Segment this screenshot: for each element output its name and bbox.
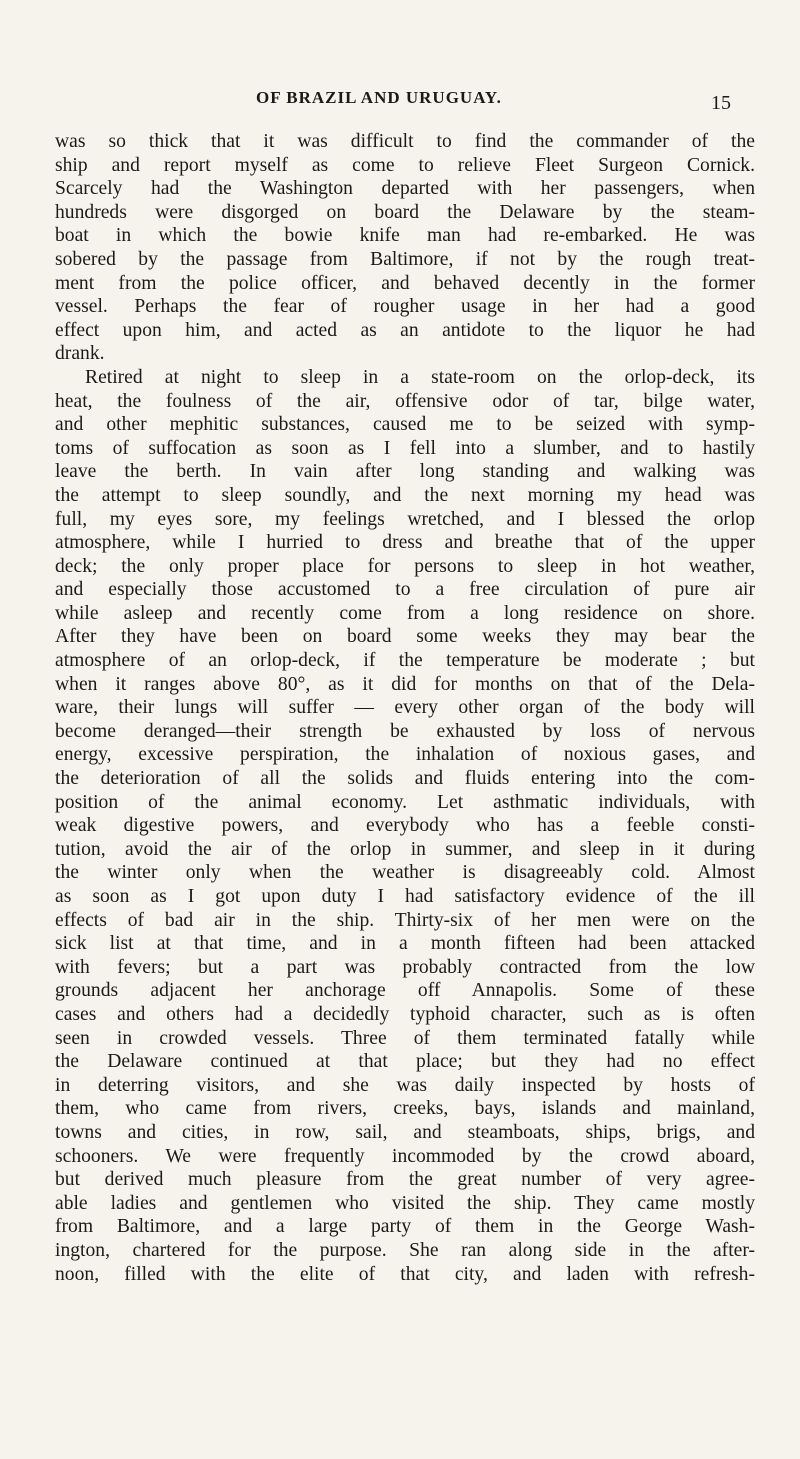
text-line: leave the berth. In vain after long standing and walking was	[55, 461, 755, 483]
text-line: ship and report myself as come to relieve Fleet Surgeon Cornick.	[55, 154, 755, 176]
text-line: as soon as I got upon duty I had satisfactory evidence of the ill	[55, 886, 755, 907]
text-line: schooners. We were frequently incommoded by the crowd aboard,	[55, 1145, 755, 1167]
text-line: effects of bad air in the ship. Thirty-six of her men were on the	[55, 909, 755, 931]
text-line: After they have been on board some weeks they may bear the	[55, 626, 755, 648]
running-head	[0, 88, 800, 114]
text-line: was so thick that it was difficult to find the commander of the	[55, 131, 755, 152]
text-line: grounds adjacent her anchorage off Annapolis. Some of these	[55, 980, 755, 1002]
text-line: able ladies and gentlemen who visited the ship. They came mostly	[55, 1192, 755, 1214]
page-number: 15	[711, 92, 731, 114]
text-line: but derived much pleasure from the great number of very agree-	[55, 1169, 755, 1191]
text-line-paragraph-end: drank.	[55, 343, 105, 365]
text-line: become deranged—their strength be exhausted by loss of nervous	[55, 720, 755, 742]
text-line: vessel. Perhaps the fear of rougher usage in her had a good	[55, 296, 755, 318]
text-line: energy, excessive perspiration, the inhalation of noxious gases, and	[55, 744, 755, 766]
text-line: hundreds were disgorged on board the Delaware by the steam-	[55, 201, 755, 223]
text-line: sick list at that time, and in a month fifteen had been attacked	[55, 933, 755, 955]
text-line: and other mephitic substances, caused me to be seized with symp-	[55, 414, 755, 436]
text-line: tution, avoid the air of the orlop in summer, and sleep in it during	[55, 838, 755, 860]
text-line: ware, their lungs will suffer — every other organ of the body will	[55, 697, 755, 719]
text-line: the attempt to sleep soundly, and the next morning my head was	[55, 484, 755, 506]
text-line: and especially those accustomed to a free circulation of pure air	[55, 579, 755, 601]
text-line: position of the animal economy. Let asthmatic individuals, with	[55, 791, 755, 813]
text-line: atmosphere of an orlop-deck, if the temperature be moderate ; but	[55, 650, 755, 672]
text-line: effect upon him, and acted as an antidote to the liquor he had	[55, 319, 755, 341]
text-line: full, my eyes sore, my feelings wretched, and I blessed the orlop	[55, 508, 755, 530]
text-line: deck; the only proper place for persons to sleep in hot weather,	[55, 555, 755, 577]
text-line: atmosphere, while I hurried to dress and breathe that of the upper	[55, 532, 755, 554]
text-line: them, who came from rivers, creeks, bays, islands and mainland,	[55, 1098, 755, 1120]
text-line: in deterring visitors, and she was daily inspected by hosts of	[55, 1074, 755, 1096]
text-line: Scarcely had the Washington departed with her passengers, when	[55, 178, 755, 200]
text-line: heat, the foulness of the air, offensive odor of tar, bilge water,	[55, 390, 755, 412]
text-line: while asleep and recently come from a long residence on shore.	[55, 602, 755, 624]
text-line: towns and cities, in row, sail, and steamboats, ships, brigs, and	[55, 1121, 755, 1143]
text-line: when it ranges above 80°, as it did for months on that of the Dela-	[55, 673, 755, 695]
body-text	[55, 130, 755, 1286]
text-line: ington, chartered for the purpose. She ran along side in the after-	[55, 1239, 755, 1261]
running-title: OF BRAZIL AND URUGUAY.	[256, 88, 502, 107]
text-line: the deterioration of all the solids and fluids entering into the com-	[55, 768, 755, 790]
text-line: boat in which the bowie knife man had re-embarked. He was	[55, 225, 755, 247]
text-line: toms of suffocation as soon as I fell into a slumber, and to hastily	[55, 437, 755, 459]
text-line: ment from the police officer, and behaved decently in the former	[55, 272, 755, 294]
text-line: with fevers; but a part was probably contracted from the low	[55, 956, 755, 978]
text-line: cases and others had a decidedly typhoid character, such as is often	[55, 1003, 755, 1025]
text-line: seen in crowded vessels. Three of them terminated fatally while	[55, 1027, 755, 1049]
text-line: the Delaware continued at that place; but they had no effect	[55, 1051, 755, 1073]
text-line-paragraph-start: Retired at night to sleep in a state-room on the orlop-deck, its	[85, 366, 755, 388]
text-line: sobered by the passage from Baltimore, if not by the rough treat-	[55, 248, 755, 270]
text-line: noon, filled with the elite of that city, and laden with refresh-	[55, 1263, 755, 1285]
text-line: the winter only when the weather is disagreeably cold. Almost	[55, 862, 755, 884]
text-line: from Baltimore, and a large party of them in the George Wash-	[55, 1216, 755, 1238]
text-line: weak digestive powers, and everybody who has a feeble consti-	[55, 815, 755, 837]
